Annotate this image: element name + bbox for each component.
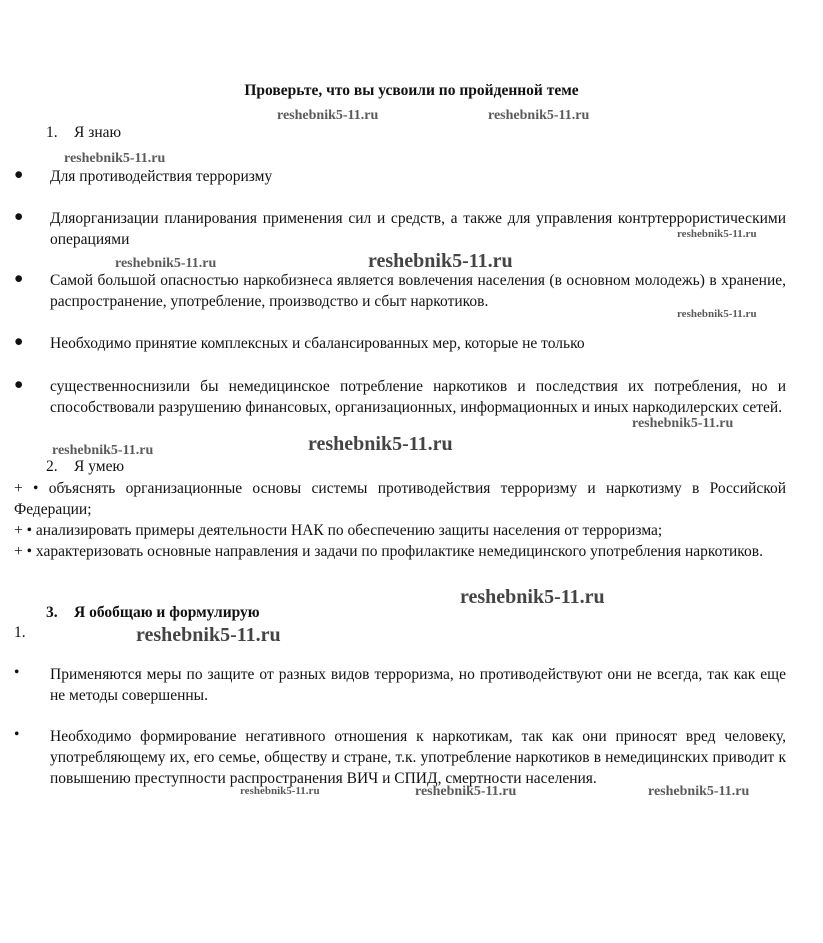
section-3-sub-number: 1. xyxy=(14,624,26,641)
watermark: reshebnik5-11.ru xyxy=(677,308,757,320)
bullet-icon: ● xyxy=(14,208,24,225)
section-2-number: 2. xyxy=(46,458,58,475)
skill-line: + • объяснять организационные основы системы противодействия терроризму и наркотизму в Российской Федерации; xyxy=(14,480,786,518)
skill-line: + • анализировать примеры деятельности НАК по обеспечению защиты населения от терроризма; xyxy=(14,522,663,539)
section-3-heading xyxy=(46,604,260,622)
watermark: reshebnik5-11.ru xyxy=(460,586,605,608)
watermark: reshebnik5-11.ru xyxy=(308,433,453,455)
bullet-icon: ● xyxy=(14,333,24,350)
section-2-heading xyxy=(46,458,124,476)
watermark: reshebnik5-11.ru xyxy=(64,151,166,166)
watermark: reshebnik5-11.ru xyxy=(277,108,379,123)
section-1-title: Я знаю xyxy=(74,124,122,141)
list-item-text: Применяются меры по защите от разных видов терроризма, но противодействуют они не всегда, так как еще не методы совершенны. xyxy=(50,666,786,704)
watermark: reshebnik5-11.ru xyxy=(52,443,154,458)
list-item-text: Для противодействия терроризму xyxy=(50,168,273,185)
section-3-title: Я обобщаю и формулирую xyxy=(74,604,260,621)
watermark: reshebnik5-11.ru xyxy=(415,784,517,799)
section-2-title: Я умею xyxy=(74,458,125,475)
list-item-text: Дляорганизации планирования применения сил и средств, а также для управления контртеррористическими операциями xyxy=(50,210,786,248)
section-1-number: 1. xyxy=(46,124,58,141)
bullet-icon: ● xyxy=(14,166,24,183)
page-title: Проверьте, что вы усвоили по пройденной теме xyxy=(244,82,579,99)
watermark: reshebnik5-11.ru xyxy=(240,785,320,797)
list-item-text: Необходимо формирование негативного отношения к наркотикам, так как они приносят вред человеку, употребляющему их, его семье, обществу и стране, т.к. употребление наркотиков в немедицинских приводит к повышению преступности распространения ВИЧ и СПИД, смертности населения. xyxy=(50,728,786,787)
bullet-icon: ● xyxy=(14,376,24,393)
watermark: reshebnik5-11.ru xyxy=(115,256,217,271)
list-item-text: Самой большой опасностью наркобизнеса является вовлечения населения (в основном молодежь) в хранение, распространение, употребление, производство и сбыт наркотиков. xyxy=(50,272,786,310)
bullet-icon: • xyxy=(14,726,20,743)
section-3-number: 3. xyxy=(46,604,58,621)
list-item-text: существенноснизили бы немедицинское потребление наркотиков и последствия их потребления, но и способствовали разрушению финансовых, организационных, информационных и иных наркодилерских сетей. xyxy=(50,378,786,416)
skill-line: + • характеризовать основные направления и задачи по профилактике немедицинского употребления наркотиков. xyxy=(14,543,763,560)
bullet-icon: • xyxy=(14,664,20,681)
watermark: reshebnik5-11.ru xyxy=(488,108,590,123)
bullet-icon: ● xyxy=(14,270,24,287)
list-item-text: Необходимо принятие комплексных и сбалансированных мер, которые не только xyxy=(50,335,585,352)
watermark: reshebnik5-11.ru xyxy=(632,416,734,431)
watermark: reshebnik5-11.ru xyxy=(648,784,750,799)
watermark: reshebnik5-11.ru xyxy=(368,250,513,272)
section-1-heading xyxy=(46,124,121,142)
watermark: reshebnik5-11.ru xyxy=(136,624,281,646)
watermark: reshebnik5-11.ru xyxy=(677,228,757,240)
